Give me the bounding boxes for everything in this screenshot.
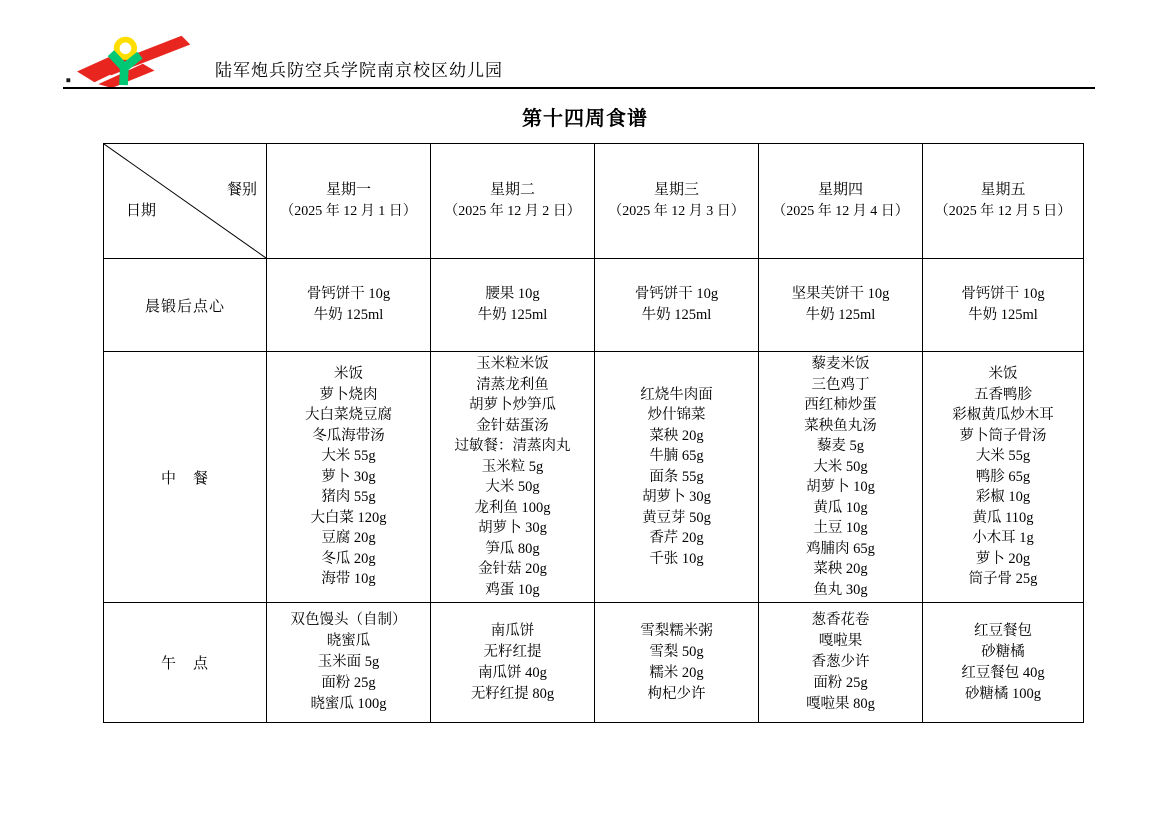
- menu-cell-monday-afternoon: 双色馒头（自制） 晓蜜瓜 玉米面 5g 面粉 25g 晓蜜瓜 100g: [267, 603, 431, 723]
- day-header-thursday: [759, 144, 923, 259]
- day-name: 星期五: [980, 182, 1026, 198]
- menu-cell-monday-lunch: 米饭 萝卜烧肉 大白菜烧豆腐 冬瓜海带汤 大米 55g 萝卜 30g 猪肉 55g 大白菜 120g 豆腐 20g 冬瓜 20g 海带 10g: [267, 352, 431, 603]
- day-header-wednesday: [595, 144, 759, 259]
- morning-snack-row: [104, 259, 1084, 352]
- lunch-row: [104, 352, 1084, 603]
- day-name: 星期三: [653, 182, 699, 198]
- menu-cell-wednesday-lunch: 红烧牛肉面 炒什锦菜 菜秧 20g 牛腩 65g 面条 55g 胡萝卜 30g 黄豆芽 50g 香芹 20g 千张 10g: [595, 352, 759, 603]
- menu-cell-thursday-lunch: 藜麦米饭 三色鸡丁 西红柿炒蛋 菜秧鱼丸汤 藜麦 5g 大米 50g 胡萝卜 10g 黄瓜 10g 土豆 10g 鸡脯肉 65g 菜秧 20g 鱼丸 30g: [759, 352, 923, 603]
- menu-cell-friday-snack: 骨钙饼干 10g 牛奶 125ml: [923, 259, 1084, 352]
- menu-cell-friday-afternoon: 红豆餐包 砂糖橘 红豆餐包 40g 砂糖橘 100g: [923, 603, 1084, 723]
- day-name: 星期四: [817, 182, 863, 198]
- day-header-friday: [923, 144, 1084, 259]
- row-label-morning-snack: 晨锻后点心: [104, 259, 267, 352]
- letterhead-divider: [63, 87, 1095, 89]
- page-title: 第十四周食谱: [522, 108, 648, 130]
- kindergarten-logo-icon: [63, 28, 213, 88]
- menu-cell-thursday-afternoon: 葱香花卷 嘎啦果 香葱少许 面粉 25g 嘎啦果 80g: [759, 603, 923, 723]
- day-date: （2025 年 12 月 2 日）: [444, 204, 581, 219]
- menu-cell-tuesday-afternoon: 南瓜饼 无籽红提 南瓜饼 40g 无籽红提 80g: [431, 603, 595, 723]
- table-header-row: [104, 144, 1084, 259]
- day-name: 星期一: [325, 182, 371, 198]
- day-date: （2025 年 12 月 4 日）: [772, 204, 909, 219]
- menu-cell-tuesday-snack: 腰果 10g 牛奶 125ml: [431, 259, 595, 352]
- letterhead: [63, 26, 1095, 88]
- corner-date-label: 日期: [126, 203, 157, 219]
- day-date: （2025 年 12 月 3 日）: [608, 204, 745, 219]
- menu-cell-friday-lunch: 米饭 五香鸭胗 彩椒黄瓜炒木耳 萝卜筒子骨汤 大米 55g 鸭胗 65g 彩椒 10g 黄瓜 110g 小木耳 1g 萝卜 20g 筒子骨 25g: [923, 352, 1084, 603]
- corner-meal-label: 餐别: [226, 182, 257, 198]
- menu-cell-thursday-snack: 坚果芙饼干 10g 牛奶 125ml: [759, 259, 923, 352]
- corner-cell: [104, 144, 267, 259]
- day-header-monday: [267, 144, 431, 259]
- day-name: 星期二: [489, 182, 535, 198]
- menu-cell-wednesday-afternoon: 雪梨糯米粥 雪梨 50g 糯米 20g 枸杞少许: [595, 603, 759, 723]
- menu-cell-monday-snack: 骨钙饼干 10g 牛奶 125ml: [267, 259, 431, 352]
- school-name: 陆军炮兵防空兵学院南京校区幼儿园: [215, 61, 503, 80]
- menu-cell-tuesday-lunch: 玉米粒米饭 清蒸龙利鱼 胡萝卜炒笋瓜 金针菇蛋汤 过敏餐：清蒸肉丸 玉米粒 5g 大米 50g 龙利鱼 100g 胡萝卜 30g 笋瓜 80g 金针菇 20g 鸡蛋 10g: [431, 352, 595, 603]
- day-date: （2025 年 12 月 5 日）: [934, 204, 1072, 219]
- row-label-afternoon-snack: 午 点: [104, 603, 267, 723]
- afternoon-snack-row: [104, 603, 1084, 723]
- day-date: （2025 年 12 月 1 日）: [280, 204, 417, 219]
- row-label-lunch: 中 餐: [104, 352, 267, 603]
- day-header-tuesday: [431, 144, 595, 259]
- weekly-menu-table: [103, 143, 1084, 723]
- menu-cell-wednesday-snack: 骨钙饼干 10g 牛奶 125ml: [595, 259, 759, 352]
